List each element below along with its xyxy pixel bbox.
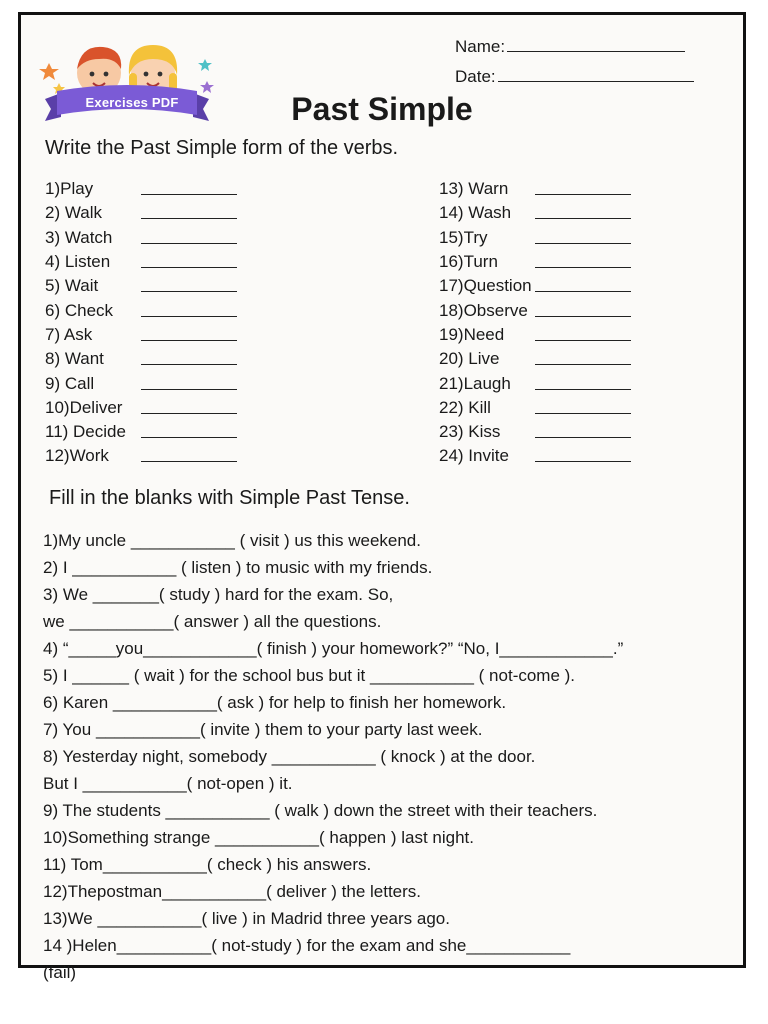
sentence-item: 5) I ______ ( wait ) for the school bus but it ___________ ( not-come ). xyxy=(43,665,576,685)
answer-blank-line[interactable] xyxy=(141,183,237,195)
name-label: Name: xyxy=(455,37,506,56)
sentence-item: 13)We ___________( live ) in Madrid three years ago. xyxy=(43,908,450,928)
verb-label: 14) Wash xyxy=(439,203,512,223)
verb-label: 5) Wait xyxy=(45,276,99,296)
sentence-item: 1)My uncle ___________ ( visit ) us this weekend. xyxy=(43,530,421,550)
verb-label: 2) Walk xyxy=(45,203,102,223)
verb-label: 15)Try xyxy=(439,227,488,247)
verb-item xyxy=(45,396,237,420)
verb-label: 20) Live xyxy=(439,349,500,369)
verb-item xyxy=(45,371,237,395)
answer-blank-line[interactable] xyxy=(535,402,631,414)
verb-label: 22) Kill xyxy=(439,397,491,417)
verb-label: 13) Warn xyxy=(439,179,509,199)
answer-blank-line[interactable] xyxy=(535,183,631,195)
answer-blank-line[interactable] xyxy=(141,256,237,268)
verb-label: 17)Question xyxy=(439,276,532,296)
answer-blank-line[interactable] xyxy=(141,207,237,219)
verb-label: 24) Invite xyxy=(439,446,509,466)
verb-item xyxy=(439,274,631,298)
verb-item xyxy=(439,371,631,395)
sentence-item: 11) Tom___________( check ) his answers. xyxy=(43,854,372,874)
answer-blank-line[interactable] xyxy=(535,256,631,268)
answer-blank-line[interactable] xyxy=(141,378,237,390)
worksheet xyxy=(18,12,746,982)
section2-instruction: Fill in the blanks with Simple Past Tense. xyxy=(49,487,410,509)
verb-item xyxy=(45,444,237,468)
sentence-item: But I ___________( not-open ) it. xyxy=(43,773,293,793)
answer-blank-line[interactable] xyxy=(141,353,237,365)
answer-blank-line[interactable] xyxy=(141,232,237,244)
verb-item xyxy=(45,347,237,371)
verb-item xyxy=(45,274,237,298)
verb-item xyxy=(439,444,631,468)
verb-label: 3) Watch xyxy=(45,227,113,247)
verb-item xyxy=(439,420,631,444)
verb-label: 12)Work xyxy=(45,446,109,466)
sentence-item: 7) You ___________( invite ) them to your party last week. xyxy=(43,719,483,739)
verb-label: 4) Listen xyxy=(45,252,111,272)
verb-item xyxy=(45,420,237,444)
verb-label: 16)Turn xyxy=(439,252,498,272)
verb-item xyxy=(439,347,631,371)
date-field[interactable] xyxy=(455,67,694,87)
sentence-item: 8) Yesterday night, somebody ___________ ( knock ) at the door. xyxy=(43,746,536,766)
answer-blank-line[interactable] xyxy=(141,402,237,414)
answer-blank-line[interactable] xyxy=(141,450,237,462)
verb-item xyxy=(45,323,237,347)
sentence-item: 3) We _______( study ) hard for the exam. So, xyxy=(43,584,394,604)
date-label: Date: xyxy=(455,67,496,86)
verb-label: 21)Laugh xyxy=(439,373,511,393)
logo-text: Exercises PDF xyxy=(85,95,179,110)
verb-item xyxy=(45,298,237,322)
verb-label: 10)Deliver xyxy=(45,397,123,417)
verb-item xyxy=(439,177,631,201)
verb-item xyxy=(439,201,631,225)
sentence-item: 14 )Helen__________( not-study ) for the exam and she___________ xyxy=(43,935,571,955)
verb-item xyxy=(439,226,631,250)
answer-blank-line[interactable] xyxy=(141,426,237,438)
answer-blank-line[interactable] xyxy=(535,207,631,219)
sentence-item: 4) “_____you____________( finish ) your homework?” “No, I____________.” xyxy=(43,638,624,658)
answer-blank-line[interactable] xyxy=(535,353,631,365)
verb-label: 1)Play xyxy=(45,179,94,199)
verb-list-left xyxy=(45,177,237,469)
answer-blank-line[interactable] xyxy=(141,305,237,317)
page-title: Past Simple xyxy=(291,91,473,127)
sentence-item: 12)Thepostman___________( deliver ) the letters. xyxy=(43,881,422,901)
verb-label: 7) Ask xyxy=(45,324,93,344)
answer-blank-line[interactable] xyxy=(141,280,237,292)
verb-label: 9) Call xyxy=(45,373,95,393)
name-blank-line[interactable] xyxy=(507,39,685,52)
verb-item xyxy=(439,323,631,347)
answer-blank-line[interactable] xyxy=(535,426,631,438)
sentence-item: 2) I ___________ ( listen ) to music with my friends. xyxy=(43,557,433,577)
answer-blank-line[interactable] xyxy=(535,280,631,292)
sentence-item: (fail) xyxy=(43,962,77,982)
date-blank-line[interactable] xyxy=(498,69,694,82)
section1-instruction: Write the Past Simple form of the verbs. xyxy=(45,137,399,159)
verb-item xyxy=(45,177,237,201)
answer-blank-line[interactable] xyxy=(535,378,631,390)
sentence-item: 9) The students ___________ ( walk ) down the street with their teachers. xyxy=(43,800,598,820)
answer-blank-line[interactable] xyxy=(535,329,631,341)
verb-item xyxy=(45,201,237,225)
verb-label: 8) Want xyxy=(45,349,104,369)
sentence-item: 10)Something strange ___________( happen ) last night. xyxy=(43,827,474,847)
verb-list-right xyxy=(439,177,631,469)
verb-item xyxy=(439,250,631,274)
answer-blank-line[interactable] xyxy=(535,305,631,317)
name-field[interactable] xyxy=(455,37,685,57)
answer-blank-line[interactable] xyxy=(535,232,631,244)
verb-label: 11) Decide xyxy=(45,422,126,442)
sentence-item: we ___________( answer ) all the questions. xyxy=(43,611,382,631)
answer-blank-line[interactable] xyxy=(141,329,237,341)
verb-label: 19)Need xyxy=(439,324,505,344)
verb-label: 23) Kiss xyxy=(439,422,501,442)
verb-item xyxy=(45,226,237,250)
verb-label: 18)Observe xyxy=(439,300,528,320)
sentence-item: 6) Karen ___________( ask ) for help to finish her homework. xyxy=(43,692,507,712)
sentence-list xyxy=(43,527,733,986)
verb-label: 6) Check xyxy=(45,300,114,320)
verb-item xyxy=(45,250,237,274)
verb-item xyxy=(439,396,631,420)
answer-blank-line[interactable] xyxy=(535,450,631,462)
verb-item xyxy=(439,298,631,322)
